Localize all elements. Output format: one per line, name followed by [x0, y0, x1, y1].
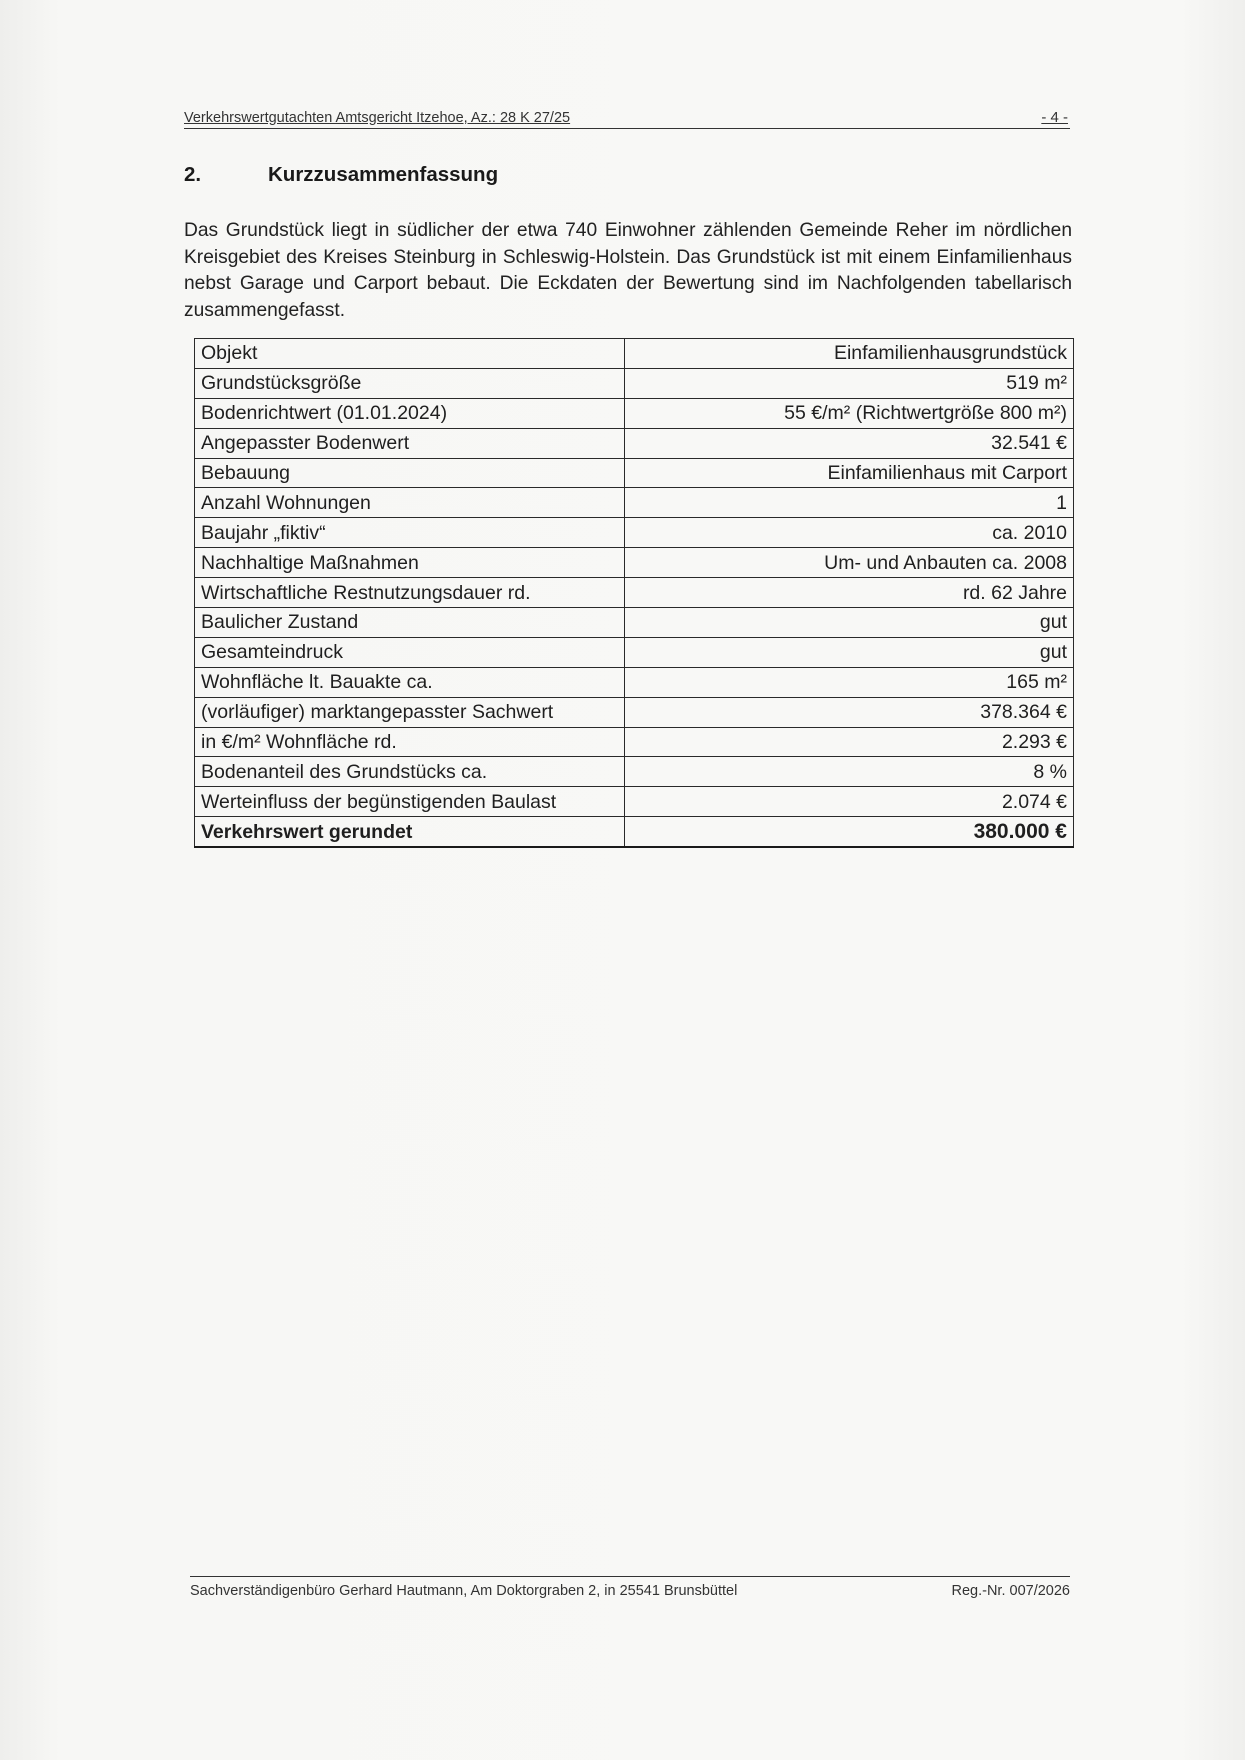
row-value: 378.364 € — [625, 697, 1074, 727]
row-value: ca. 2010 — [625, 518, 1074, 548]
row-label: Gesamteindruck — [195, 637, 625, 667]
row-value: gut — [625, 637, 1074, 667]
row-label: Werteinfluss der begünstigenden Baulast — [195, 787, 625, 817]
row-label: (vorläufiger) marktangepasster Sachwert — [195, 697, 625, 727]
row-value: rd. 62 Jahre — [625, 578, 1074, 608]
total-row — [195, 817, 1074, 847]
row-label: Wohnfläche lt. Bauakte ca. — [195, 667, 625, 697]
total-value: 380.000 € — [625, 817, 1074, 847]
table-row — [195, 458, 1074, 488]
row-value: Einfamilienhaus mit Carport — [625, 458, 1074, 488]
row-value: Einfamilienhausgrundstück — [625, 339, 1074, 369]
row-value: 165 m² — [625, 667, 1074, 697]
table-row — [195, 667, 1074, 697]
row-value: 2.074 € — [625, 787, 1074, 817]
header-title: Verkehrswertgutachten Amtsgericht Itzehoe, Az.: 28 K 27/25 — [184, 110, 571, 126]
row-label: Angepasster Bodenwert — [195, 428, 625, 458]
row-label: Bebauung — [195, 458, 625, 488]
table-row — [195, 368, 1074, 398]
table-row — [195, 757, 1074, 787]
page-header — [184, 104, 1070, 129]
row-value: 1 — [625, 488, 1074, 518]
section-title: Kurzzusammenfassung — [268, 163, 499, 186]
table-row — [195, 428, 1074, 458]
page-footer — [190, 1576, 1070, 1599]
table-row — [195, 608, 1074, 638]
table-row — [195, 488, 1074, 518]
row-label: Nachhaltige Maßnahmen — [195, 548, 625, 578]
total-label: Verkehrswert gerundet — [195, 817, 625, 847]
row-label: Baujahr „fiktiv“ — [195, 518, 625, 548]
row-value: 55 €/m² (Richtwertgröße 800 m²) — [625, 398, 1074, 428]
table-row — [195, 787, 1074, 817]
row-label: Anzahl Wohnungen — [195, 488, 625, 518]
table-row — [195, 398, 1074, 428]
summary-table — [194, 338, 1074, 848]
row-label: Bodenanteil des Grundstücks ca. — [195, 757, 625, 787]
footer-address: Sachverständigenbüro Gerhard Hautmann, Am Doktorgraben 2, in 25541 Brunsbüttel — [190, 1583, 738, 1599]
row-label: Bodenrichtwert (01.01.2024) — [195, 398, 625, 428]
row-value: 2.293 € — [625, 727, 1074, 757]
row-label: Objekt — [195, 339, 625, 369]
table-row — [195, 339, 1074, 369]
footer-reg-number: Reg.-Nr. 007/2026 — [951, 1583, 1070, 1599]
row-label: in €/m² Wohnfläche rd. — [195, 727, 625, 757]
table-row — [195, 518, 1074, 548]
table-row — [195, 578, 1074, 608]
row-value: Um- und Anbauten ca. 2008 — [625, 548, 1074, 578]
row-value: 32.541 € — [625, 428, 1074, 458]
row-value: gut — [625, 608, 1074, 638]
row-value: 8 % — [625, 757, 1074, 787]
header-page-number: - 4 - — [1041, 109, 1068, 126]
row-label: Baulicher Zustand — [195, 608, 625, 638]
intro-paragraph: Das Grundstück liegt in südlicher der etwa 740 Einwohner zählenden Gemeinde Reher im nördlichen Kreisgebiet des Kreises Steinburg in Schleswig-Holstein. Das Grundstück ist mit einem Einfamilienhaus nebst Garage und Carport bebaut. Die Eckdaten der Bewertung sind im Nachfolgenden tabellarisch zusammengefasst. — [184, 220, 1072, 321]
row-label: Grundstücksgröße — [195, 368, 625, 398]
table-row — [195, 548, 1074, 578]
table-row — [195, 637, 1074, 667]
section-number: 2. — [184, 163, 202, 186]
table-row — [195, 697, 1074, 727]
section-heading — [184, 163, 498, 187]
row-value: 519 m² — [625, 368, 1074, 398]
row-label: Wirtschaftliche Restnutzungsdauer rd. — [195, 578, 625, 608]
table-row — [195, 727, 1074, 757]
